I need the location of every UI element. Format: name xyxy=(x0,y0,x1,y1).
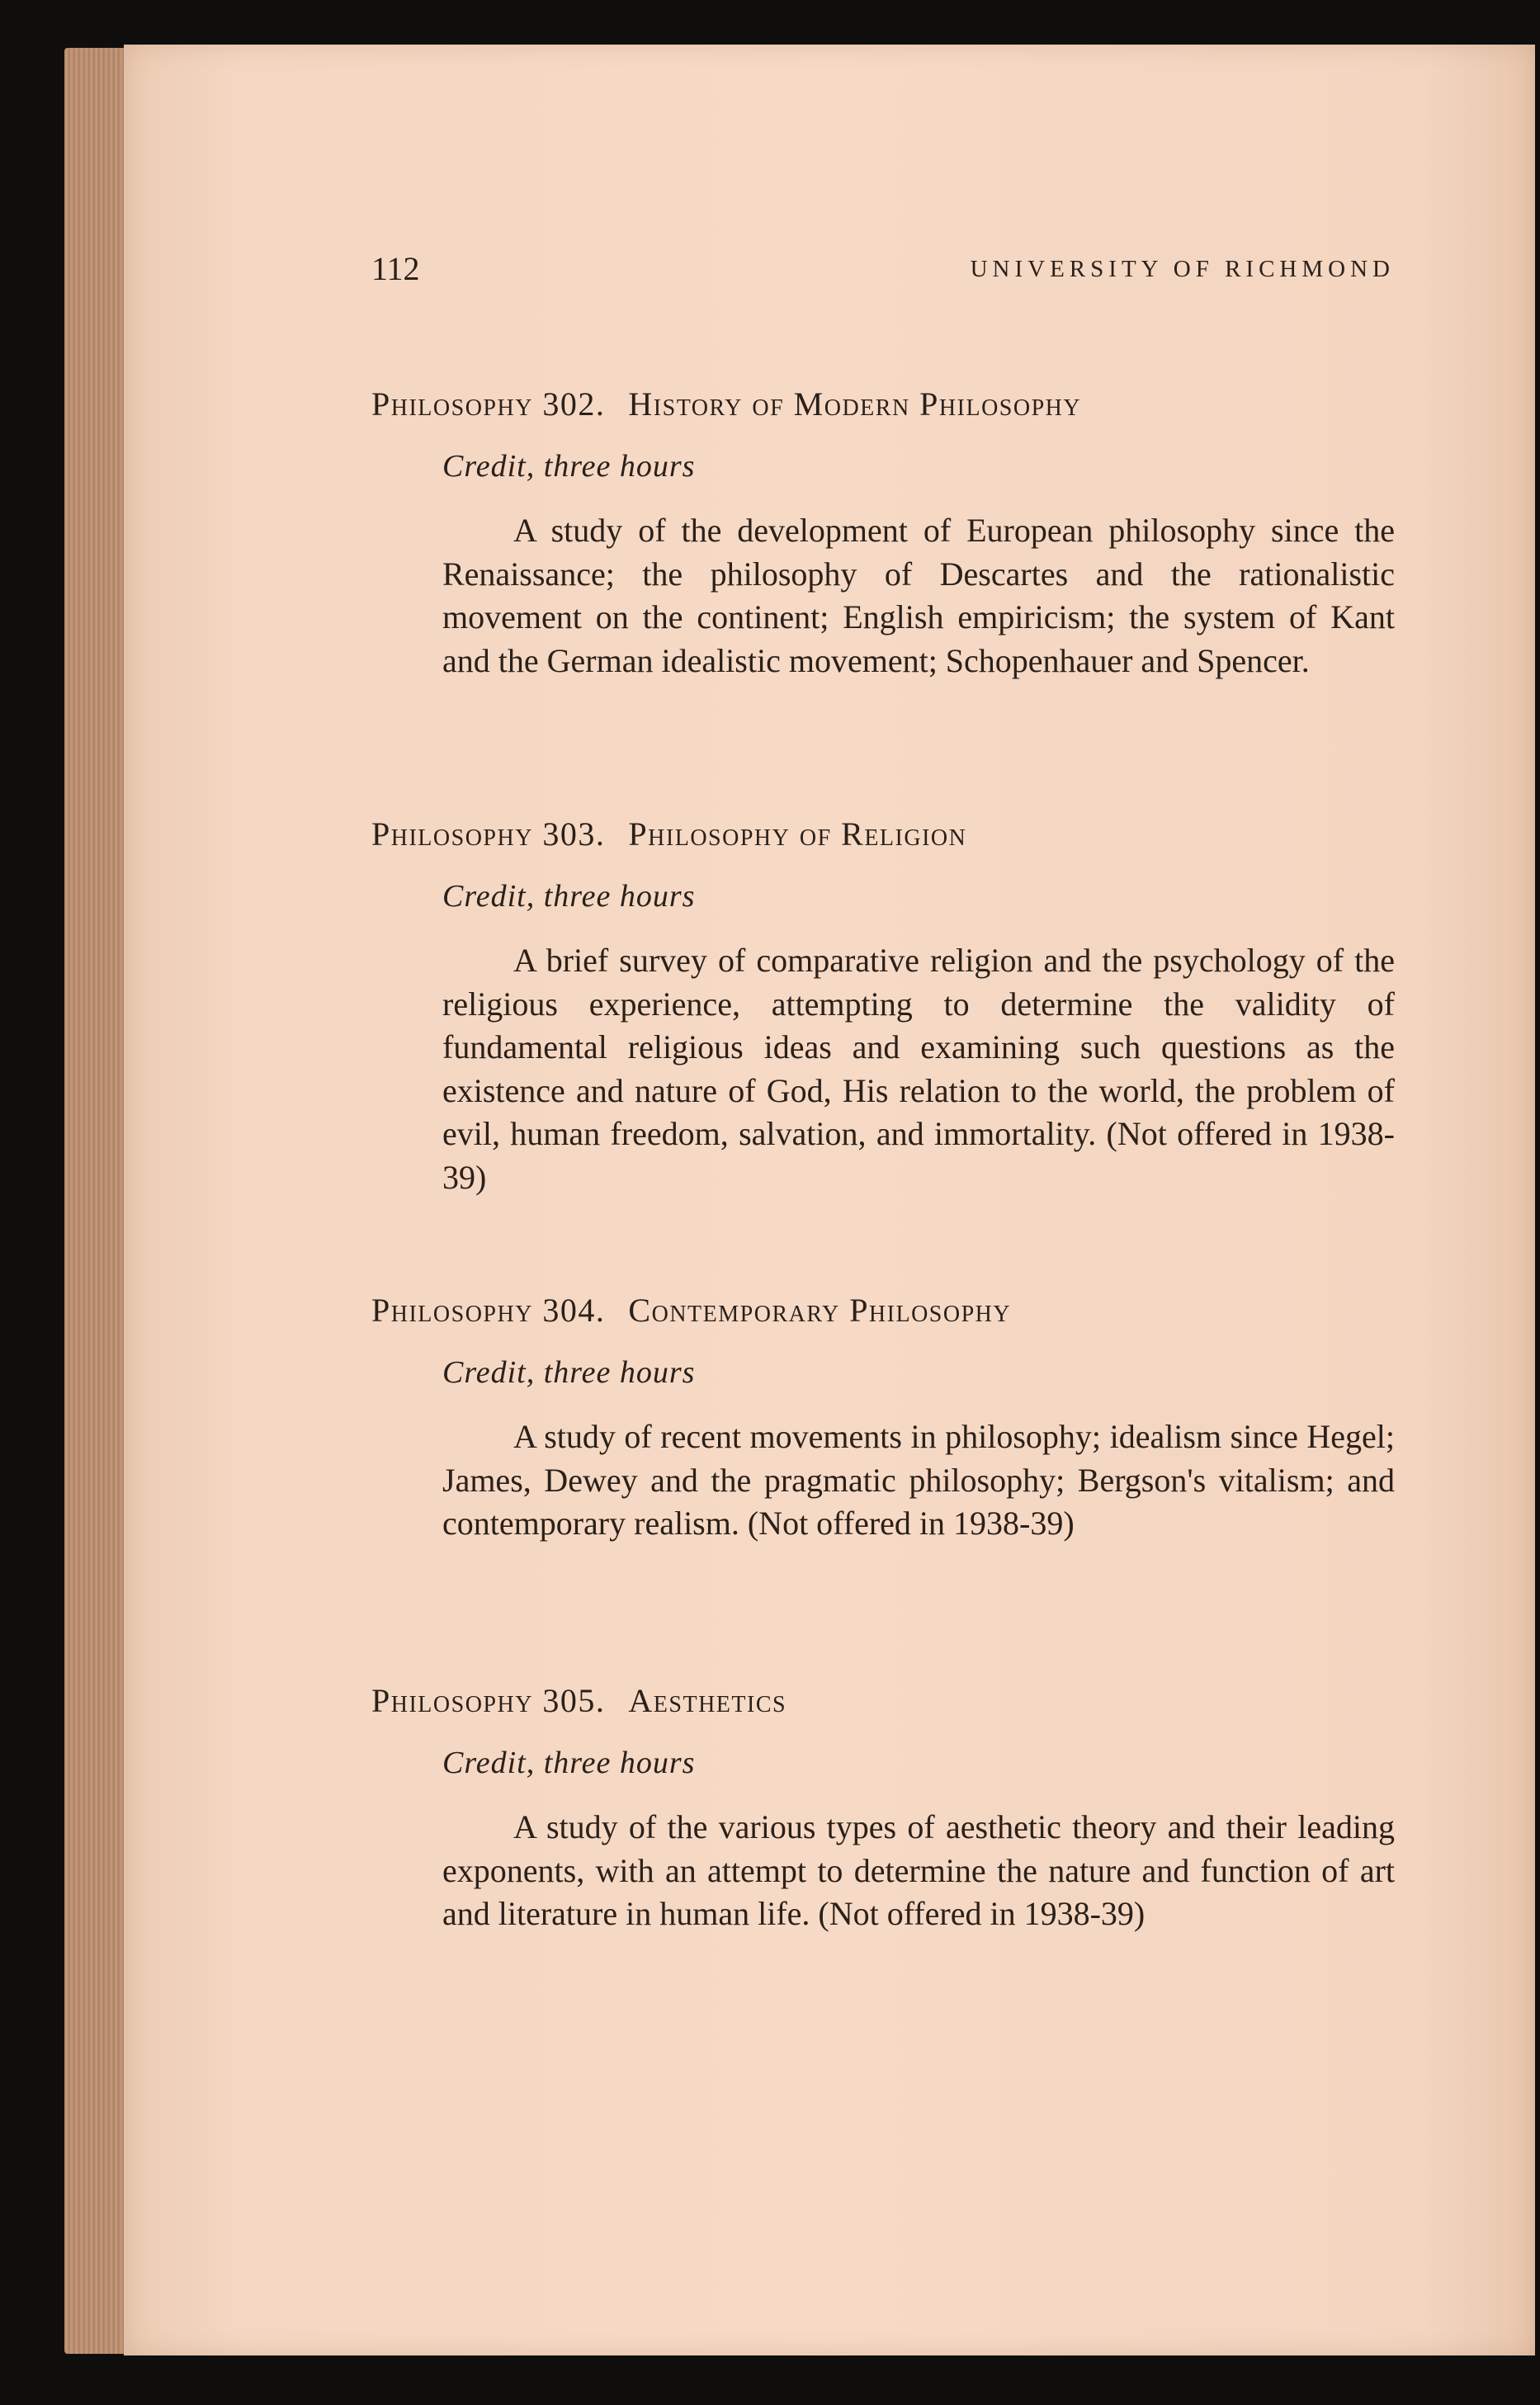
course-entry xyxy=(371,815,1395,1199)
course-name: Aesthetics xyxy=(628,1682,787,1719)
course-credit: Credit, three hours xyxy=(442,449,696,484)
course-description: A study of recent movements in philosophy; idealism since Hegel; James, Dewey and the pragmatic philosophy; Bergson's vitalism; and contemporary realism. (Not offered in 1938-39) xyxy=(442,1418,1395,1542)
course-description: A study of the various types of aesthetic theory and their leading exponents, with an attempt to determine the nature and function of art and literature in human life. (Not offered in 1938-39) xyxy=(442,1808,1395,1932)
course-name: History of Modern Philosophy xyxy=(628,385,1082,423)
course-heading xyxy=(371,1291,1395,1330)
course-description: A study of the development of European philosophy since the Renaissance; the philosophy of Descartes and the rationalistic movement on the continent; English empiricism; the system of Kant and the German idealistic movement; Schopenhauer and Spencer. xyxy=(442,512,1395,679)
course-entry xyxy=(371,385,1395,683)
course-entry xyxy=(371,1681,1395,1936)
course-heading xyxy=(371,815,1395,853)
course-code: Philosophy 305. xyxy=(371,1682,606,1719)
book-page xyxy=(124,45,1535,2355)
course-credit: Credit, three hours xyxy=(442,879,696,914)
course-name: Contemporary Philosophy xyxy=(628,1292,1012,1329)
course-name: Philosophy of Religion xyxy=(628,815,967,853)
course-entry xyxy=(371,1291,1395,1546)
course-credit: Credit, three hours xyxy=(442,1355,696,1390)
course-description: A brief survey of comparative religion and the psychology of the religious experience, attempting to determine the validity of fundamental religious ideas and examining such questions as the existence and nature of God, His relation to the world, the problem of evil, human freedom, salvation, and immortality. (Not offered in 1938-39) xyxy=(442,942,1395,1196)
running-head-title: UNIVERSITY OF RICHMOND xyxy=(970,256,1395,282)
course-credit: Credit, three hours xyxy=(442,1746,696,1780)
course-code: Philosophy 302. xyxy=(371,385,606,423)
course-heading xyxy=(371,385,1395,423)
page-number: 112 xyxy=(371,250,420,287)
course-code: Philosophy 304. xyxy=(371,1292,606,1329)
running-head xyxy=(371,249,1395,291)
course-heading xyxy=(371,1681,1395,1720)
course-code: Philosophy 303. xyxy=(371,815,606,853)
